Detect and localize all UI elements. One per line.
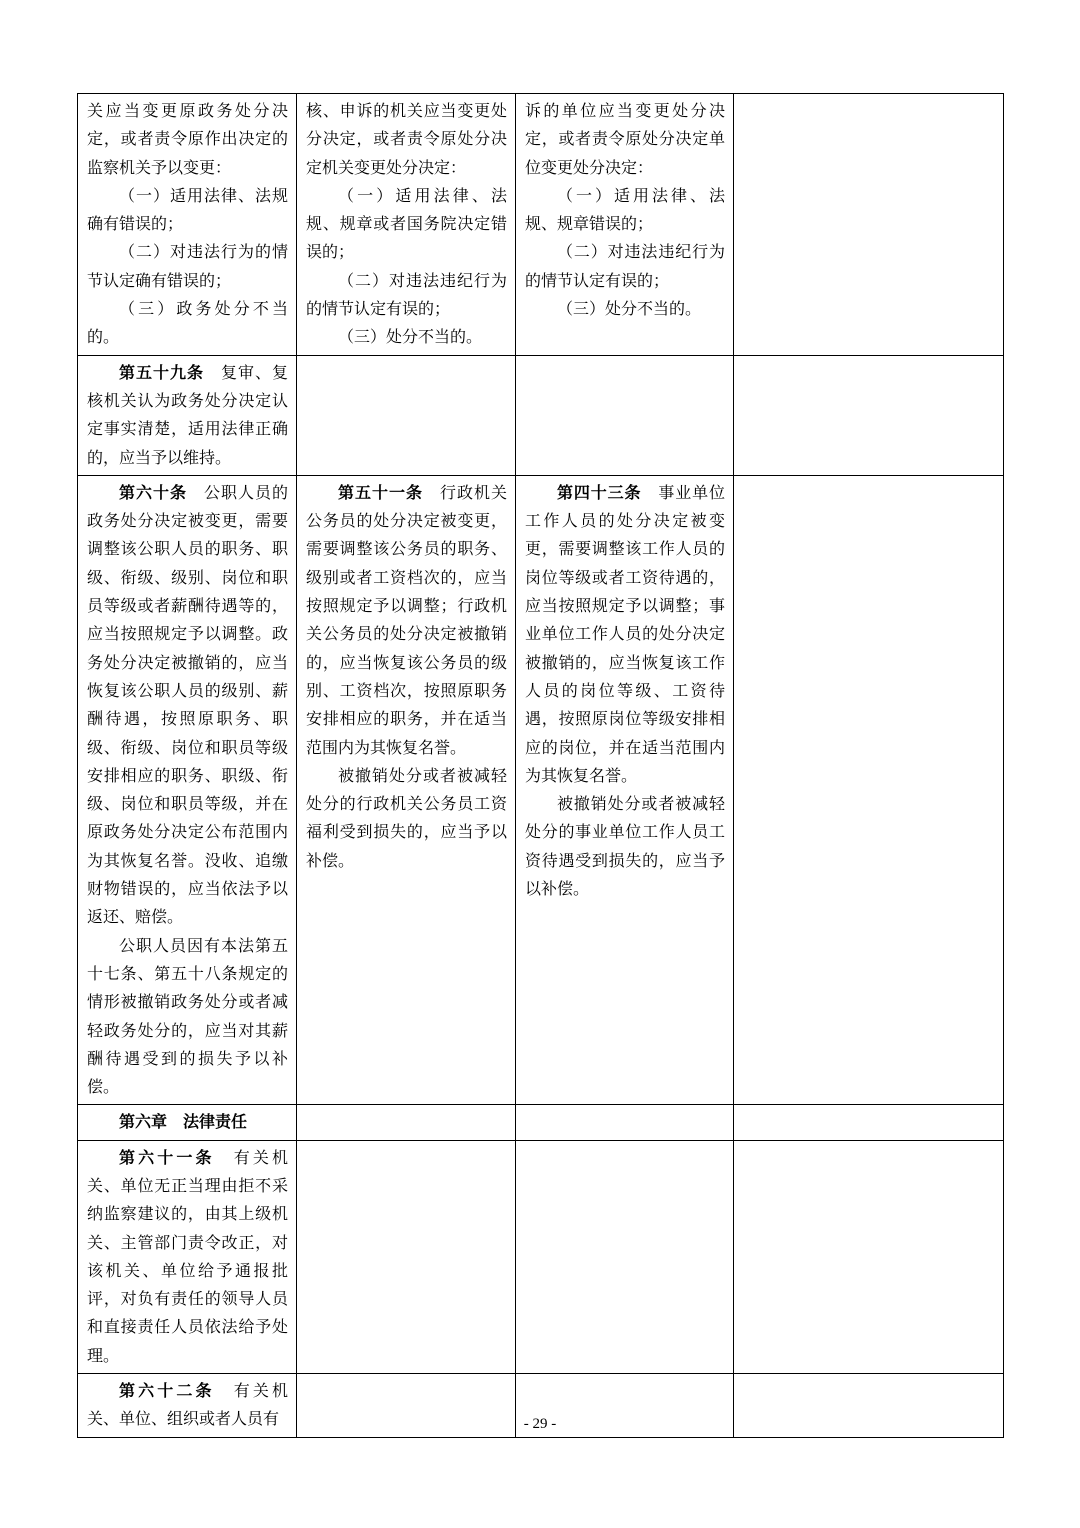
article-number: 第六十条	[119, 482, 187, 502]
cell-col1	[78, 355, 297, 475]
article-number: 第五十九条	[119, 362, 204, 382]
cell-col1	[78, 94, 297, 356]
cell-text: （三）政务处分不当的。	[87, 299, 288, 347]
cell-col4	[734, 475, 1004, 1105]
table-row	[78, 1105, 1004, 1140]
cell-col2	[297, 1105, 516, 1140]
cell-text: （一）适用法律、法规、规章或者国务院决定错误的；	[306, 185, 507, 262]
cell-text: （二）对违法违纪行为的情节认定有误的；	[525, 242, 725, 290]
cell-text: 复审、复核机关认为政务处分决定认定事实清楚，适用法律正确的，应当予以维持。	[87, 362, 288, 467]
cell-col4	[734, 1105, 1004, 1140]
cell-col1	[78, 475, 297, 1105]
cell-text: （二）对违法违纪行为的情节认定有误的；	[306, 270, 507, 319]
cell-col2	[297, 475, 516, 1105]
cell-col2	[297, 94, 516, 356]
cell-text: 被撤销处分或者被减轻处分的事业单位工作人员工资待遇受到损失的，应当予以补偿。	[525, 794, 725, 899]
page-number: - 29 -	[523, 1416, 557, 1432]
cell-text: 被撤销处分或者被减轻处分的行政机关公务员工资福利受到损失的，应当予以补偿。	[306, 765, 507, 870]
cell-col3	[516, 94, 734, 356]
cell-col2	[297, 1140, 516, 1373]
cell-col3	[516, 355, 734, 475]
cell-text: （三）处分不当的。	[557, 299, 702, 319]
cell-text: 有关机关、单位、组织或者人员有	[87, 1381, 288, 1429]
cell-text: （三）处分不当的。	[338, 327, 483, 347]
cell-text: （一）适用法律、法规、规章错误的；	[525, 185, 725, 234]
article-number: 第四十三条	[557, 482, 642, 502]
article-number: 第六十一条	[119, 1147, 215, 1167]
cell-text: （二）对违法行为的情节认定确有错误的；	[87, 242, 288, 290]
cell-col1	[78, 1105, 297, 1140]
cell-text: 行政机关公务员的处分决定被变更，需要调整该公务员的职务、级别或者工资档次的，应当按照规定予以调整；行政机关公务员的处分决定被撤销的，应当恢复该公务员的级别、工资档次，按照原职务安排相应的职务，并在适当范围内为其恢复名誉。	[306, 482, 507, 757]
cell-col4	[734, 94, 1004, 356]
cell-text: 核、申诉的机关应当变更处分决定，或者责令原处分决定机关变更处分决定：	[306, 101, 507, 177]
chapter-heading: 第六章 法律责任	[119, 1112, 248, 1132]
table-row	[78, 94, 1004, 356]
cell-text: 有关机关、单位无正当理由拒不采纳监察建议的，由其上级机关、主管部门责令改正，对该机关、单位给予通报批评，对负有责任的领导人员和直接责任人员依法给予处理。	[87, 1147, 288, 1365]
cell-text: 关应当变更原政务处分决定，或者责令原作出决定的监察机关予以变更：	[87, 101, 288, 177]
table-row	[78, 1140, 1004, 1373]
cell-text: （一）适用法律、法规确有错误的；	[87, 185, 288, 234]
cell-text: 诉的单位应当变更处分决定，或者责令原处分决定单位变更处分决定：	[525, 101, 725, 177]
cell-text: 事业单位工作人员的处分决定被变更，需要调整该工作人员的岗位等级或者工资待遇的，应当按照规定予以调整；事业单位工作人员的处分决定被撤销的，应当恢复该工作人员的岗位等级、工资待遇，按照原岗位等级安排相应的岗位，并在适当范围内为其恢复名誉。	[525, 482, 725, 785]
cell-text: 公职人员的政务处分决定被变更，需要调整该公职人员的职务、职级、衔级、级别、岗位和职员等级或者薪酬待遇等的，应当按照规定予以调整。政务处分决定被撤销的，应当恢复该公职人员的级别、薪酬待遇，按照原职务、职级、衔级、岗位和职员等级安排相应的职务、职级、衔级、岗位和职员等级，并在原政务处分决定公布范围内为其恢复名誉。没收、追缴财物错误的，应当依法予以返还、赔偿。	[87, 482, 288, 927]
cell-col3	[516, 1140, 734, 1373]
table-row	[78, 355, 1004, 475]
comparison-table	[77, 93, 1004, 1438]
cell-col1	[78, 1140, 297, 1373]
cell-col3	[516, 475, 734, 1105]
table-row	[78, 475, 1004, 1105]
cell-col2	[297, 355, 516, 475]
article-number: 第六十二条	[119, 1381, 215, 1401]
cell-col3	[516, 1105, 734, 1140]
article-number: 第五十一条	[338, 482, 423, 502]
cell-col4	[734, 1140, 1004, 1373]
cell-col4	[734, 355, 1004, 475]
cell-text: 公职人员因有本法第五十七条、第五十八条规定的情形被撤销政务处分或者减轻政务处分的，应当对其薪酬待遇受到的损失予以补偿。	[87, 935, 288, 1097]
